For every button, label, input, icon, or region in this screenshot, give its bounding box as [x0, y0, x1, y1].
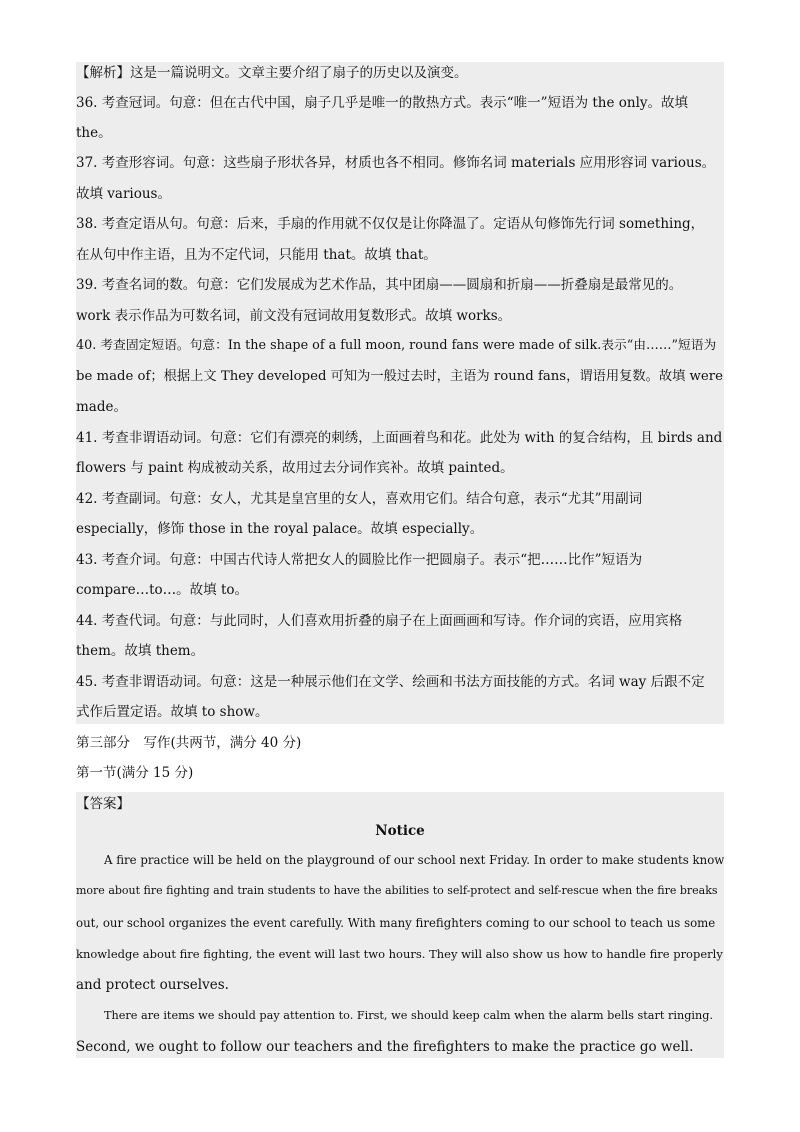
answer-line: knowledge about fire fighting, the event will last two hours. They will also show us how to handle fire properly: [76, 947, 723, 961]
analysis-line: 40. 考查固定短语。句意：In the shape of a full moon, round fans were made of silk.表示“由……”短语为: [76, 338, 717, 353]
analysis-line: 42. 考查副词。句意：女人，尤其是皇宫里的女人，喜欢用它们。结合句意，表示“尤其”用副词: [76, 491, 643, 507]
section-heading: 第三部分 写作(共两节，满分 40 分): [76, 735, 302, 751]
answer-label: 【答案】: [76, 796, 130, 812]
subsection-heading: 第一节(满分 15 分): [76, 765, 194, 781]
analysis-line: 44. 考查代词。句意：与此同时，人们喜欢用折叠的扇子在上面画画和写诗。作介词的宾语，应用宾格: [76, 613, 683, 629]
analysis-line: especially，修饰 those in the royal palace。故填 especially。: [76, 521, 484, 537]
analysis-line: 39. 考查名词的数。句意：它们发展成为艺术作品，其中团扇——圆扇和折扇——折叠扇是最常见的。: [76, 277, 683, 293]
analysis-line: 36. 考查冠词。句意：但在古代中国，扇子几乎是唯一的散热方式。表示“唯一”短语为 the only。故填: [76, 95, 689, 111]
analysis-line: 【解析】这是一篇说明文。文章主要介绍了扇子的历史以及演变。: [76, 65, 468, 81]
answer-line: and protect ourselves.: [76, 977, 229, 993]
answer-line: more about fire fighting and train students to have the abilities to self-protect and self-rescue when the fire breaks: [76, 884, 718, 897]
analysis-line: 37. 考查形容词。句意：这些扇子形状各异，材质也各不相同。修饰名词 materials 应用形容词 various。: [76, 155, 716, 171]
analysis-line: 41. 考查非谓语动词。句意：它们有漂亮的刺绣，上面画着鸟和花。此处为 with 的复合结构，且 birds and: [76, 430, 723, 446]
answer-line: A fire practice will be held on the playground of our school next Friday. In order to make students know: [104, 853, 725, 867]
notice-title: Notice: [375, 823, 425, 839]
analysis-line: the。: [76, 125, 112, 141]
analysis-line: 故填 various。: [76, 186, 171, 202]
answer-line: Second, we ought to follow our teachers and the firefighters to make the practice go well.: [76, 1039, 694, 1055]
analysis-line: 在从句中作主语，且为不定代词，只能用 that。故填 that。: [76, 247, 437, 263]
analysis-line: 43. 考查介词。句意：中国古代诗人常把女人的圆脸比作一把圆扇子。表示“把……比作”短语为: [76, 552, 643, 568]
analysis-line: flowers 与 paint 构成被动关系，故用过去分词作宾补。故填 painted。: [76, 460, 514, 476]
analysis-line: work 表示作品为可数名词，前文没有冠词故用复数形式。故填 works。: [76, 308, 512, 324]
answer-line: There are items we should pay attention to. First, we should keep calm when the alarm bells start ringing.: [104, 1009, 714, 1022]
analysis-line: 45. 考查非谓语动词。句意：这是一种展示他们在文学、绘画和书法方面技能的方式。名词 way 后跟不定: [76, 674, 705, 690]
analysis-line: compare…to…。故填 to。: [76, 582, 249, 598]
analysis-line: be made of；根据上文 They developed 可知为一般过去时，主语为 round fans，谓语用复数。故填 were: [76, 369, 723, 384]
analysis-line: 38. 考查定语从句。句意：后来，手扇的作用就不仅仅是让你降温了。定语从句修饰先行词 something，: [76, 216, 705, 232]
analysis-line: 式作后置定语。故填 to show。: [76, 704, 269, 720]
analysis-line: them。故填 them。: [76, 643, 205, 659]
analysis-line: made。: [76, 399, 127, 415]
answer-line: out, our school organizes the event carefully. With many firefighters coming to our school to teach us some: [76, 916, 716, 930]
